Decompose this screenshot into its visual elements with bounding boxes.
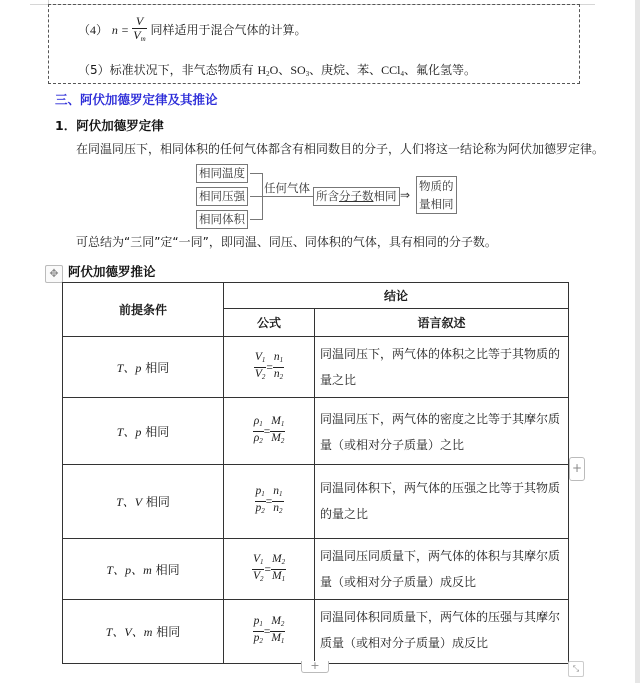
table-row — [63, 600, 569, 664]
formula-left-fraction — [253, 615, 264, 648]
add-column-button[interactable]: + — [569, 457, 585, 481]
f-num-l: V — [252, 552, 260, 565]
item4-numerator: V — [132, 15, 146, 29]
diagram-connector — [250, 173, 262, 174]
diagram-box-volume: 相同体积 — [196, 210, 248, 229]
item4-den-sub: m — [140, 35, 146, 43]
f-den-r: n — [273, 367, 280, 380]
header-formula: 公式 — [224, 309, 315, 337]
box4-text-a: 所含 — [316, 189, 339, 203]
formula-cell — [224, 398, 315, 465]
description-cell: 同温同压同质量下，两气体的体积与其摩尔质量（或相对分子质量）成反比 — [315, 539, 569, 600]
law-paragraph: 在同温同压下，相同体积的任何气体都含有相同数目的分子，人们将这一结论称为阿伏加德罗定律。 — [76, 142, 605, 156]
f-den-r-sub: 1 — [281, 574, 286, 583]
diagram-box-amount — [416, 176, 457, 214]
item4-lhs: n — [111, 23, 118, 37]
f-num-r: n — [273, 485, 279, 497]
formula-right-fraction — [273, 351, 284, 384]
diagram-box-pressure: 相同压强 — [196, 187, 248, 206]
f-num-l: p — [253, 615, 260, 627]
box5-line1: 物质的 — [419, 179, 454, 193]
subsection-title-2: 阿伏加德罗推论 — [68, 264, 156, 279]
item5-suffix: 、氟化氢等。 — [404, 63, 477, 77]
header-conclusion: 结论 — [224, 283, 569, 309]
diagram-box-molecules — [313, 187, 400, 206]
scrollbar-track[interactable] — [635, 0, 640, 683]
header-condition: 前提条件 — [63, 283, 224, 337]
diagram-connector — [250, 219, 262, 220]
f-num-l: p — [255, 485, 262, 497]
item4-denominator — [132, 29, 146, 46]
note-item-5 — [78, 62, 476, 82]
h2o-sub: 2 — [266, 70, 270, 78]
note-item-4 — [78, 14, 307, 46]
f-num-r-sub: 1 — [279, 355, 284, 364]
condition-cell — [63, 465, 224, 539]
f-den-r-sub: 2 — [279, 372, 284, 381]
table-move-handle[interactable] — [45, 265, 63, 283]
condition-text: 相同 — [142, 495, 170, 509]
table-row — [63, 539, 569, 600]
resize-icon: ⤡ — [572, 664, 580, 673]
description-cell: 同温同压下，两气体的体积之比等于其物质的量之比 — [315, 337, 569, 398]
f-num-r: M — [271, 552, 282, 565]
diagram-arrow-icon: ⇒ — [400, 188, 411, 202]
condition-cell — [63, 539, 224, 600]
f-den-r: M — [271, 632, 281, 644]
item5-prefix: （5）标准状况下，非气态物质有 — [78, 63, 258, 77]
f-den-l-sub: 2 — [259, 436, 263, 445]
subsection-title-1: 1．阿伏加德罗定律 — [55, 118, 164, 133]
table-resize-handle[interactable] — [568, 661, 584, 677]
condition-vars: T、V、m — [105, 625, 153, 639]
description-cell: 同温同压下，两气体的密度之比等于其摩尔质量（或相对分子质量）之比 — [315, 398, 569, 465]
formula-equals: = — [264, 563, 271, 576]
description-cell: 同温同体积同质量下，两气体的压强与其摩尔质量（或相对分子质量）成反比 — [315, 600, 569, 664]
f-den-r: M — [271, 431, 281, 444]
f-den-l-sub: 2 — [261, 507, 265, 515]
item5-mid: 、庚烷、苯、 — [309, 63, 382, 77]
table-header-row — [63, 283, 569, 309]
formula-right-fraction — [270, 615, 285, 648]
item4-fraction — [132, 15, 146, 46]
f-den-r-sub: 2 — [280, 436, 285, 445]
inference-table — [62, 282, 569, 664]
header-description: 语言叙述 — [315, 309, 569, 337]
formula-right-fraction — [270, 415, 285, 448]
table-row — [63, 398, 569, 465]
formula-equals: = — [266, 361, 273, 374]
formula-cell — [224, 337, 315, 398]
f-den-r: n — [273, 502, 279, 514]
f-den-l: V — [252, 569, 260, 582]
condition-vars: T、V — [116, 495, 143, 509]
f-num-r-sub: 1 — [279, 490, 283, 498]
summary-text: 可总结为“三同”定“一同”，即同温、同压、同体积的气体，具有相同的分子数。 — [76, 235, 497, 249]
f-den-l-sub: 2 — [259, 637, 263, 645]
table-row — [63, 337, 569, 398]
f-num-r-sub: 2 — [281, 557, 286, 566]
box4-text-b: 相同 — [373, 189, 397, 203]
formula-cell — [224, 539, 315, 600]
formula-cell — [224, 465, 315, 539]
h2o-h: H — [257, 63, 267, 77]
f-num-l: V — [254, 350, 262, 363]
formula-equals: = — [263, 425, 271, 438]
condition-vars: T、p — [116, 424, 142, 439]
f-num-l-sub: 1 — [261, 355, 266, 364]
formula-cell — [224, 600, 315, 664]
formula-left-fraction — [253, 415, 264, 448]
condition-cell — [63, 398, 224, 465]
f-num-r-sub: 1 — [280, 419, 285, 428]
f-num-l-sub: 1 — [259, 419, 263, 428]
ccl4: CCl — [381, 63, 401, 77]
item4-den-var: V — [133, 28, 141, 42]
f-den-r: M — [271, 569, 282, 582]
f-den-l-sub: 2 — [261, 372, 266, 381]
formula-right-fraction — [271, 553, 286, 586]
condition-text: 相同 — [152, 625, 181, 639]
box5-line2: 量相同 — [419, 197, 454, 211]
diagram-connector — [250, 196, 262, 197]
move-icon: ✥ — [49, 267, 59, 280]
formula-left-fraction — [252, 553, 265, 586]
condition-text: 相同 — [151, 562, 180, 577]
item4-prefix: （4） — [78, 23, 109, 37]
formula-equals: = — [263, 626, 271, 638]
so3: SO — [290, 63, 306, 77]
box4-text-underlined: 分子数 — [339, 189, 374, 203]
f-den-l: p — [255, 502, 262, 514]
f-num-r: n — [273, 350, 280, 363]
f-num-l-sub: 1 — [259, 557, 264, 566]
formula-equals: = — [265, 496, 273, 508]
f-den-l: V — [254, 367, 262, 380]
f-den-l: ρ — [253, 431, 260, 444]
h2o-o: O — [269, 63, 279, 77]
f-den-l: p — [253, 632, 260, 644]
item5-sep1: 、 — [278, 63, 291, 77]
formula-left-fraction — [254, 351, 267, 384]
diagram-box-temperature: 相同温度 — [196, 164, 248, 183]
f-num-r: M — [271, 615, 281, 627]
add-row-button[interactable]: + — [301, 661, 329, 673]
section-title: 三、阿伏加德罗定律及其推论 — [55, 92, 218, 107]
table-row — [63, 465, 569, 539]
f-den-r-sub: 2 — [279, 507, 283, 515]
formula-right-fraction — [272, 485, 283, 518]
item4-text: 同样适用于混合气体的计算。 — [150, 23, 307, 37]
f-num-r-sub: 2 — [280, 620, 285, 628]
f-num-l-sub: 1 — [259, 620, 263, 628]
condition-vars: T、p、m — [106, 562, 152, 577]
ccl4-sub: 4 — [400, 70, 405, 78]
f-den-l-sub: 2 — [259, 574, 264, 583]
so3-sub: 3 — [305, 70, 310, 78]
description-cell: 同温同体积下，两气体的压强之比等于其物质的量之比 — [315, 465, 569, 539]
item4-eq: = — [121, 23, 129, 37]
diagram-any-gas: 任何气体 — [264, 181, 310, 195]
diagram-connector — [262, 196, 314, 197]
f-num-l-sub: 1 — [261, 490, 265, 498]
f-num-r: M — [271, 414, 281, 427]
f-num-l: ρ — [253, 414, 260, 427]
condition-cell — [63, 337, 224, 398]
condition-text: 相同 — [141, 424, 170, 439]
condition-text: 相同 — [141, 360, 170, 375]
condition-cell — [63, 600, 224, 664]
formula-left-fraction — [255, 485, 266, 518]
f-den-r-sub: 1 — [280, 637, 285, 645]
condition-vars: T、p — [116, 360, 142, 375]
